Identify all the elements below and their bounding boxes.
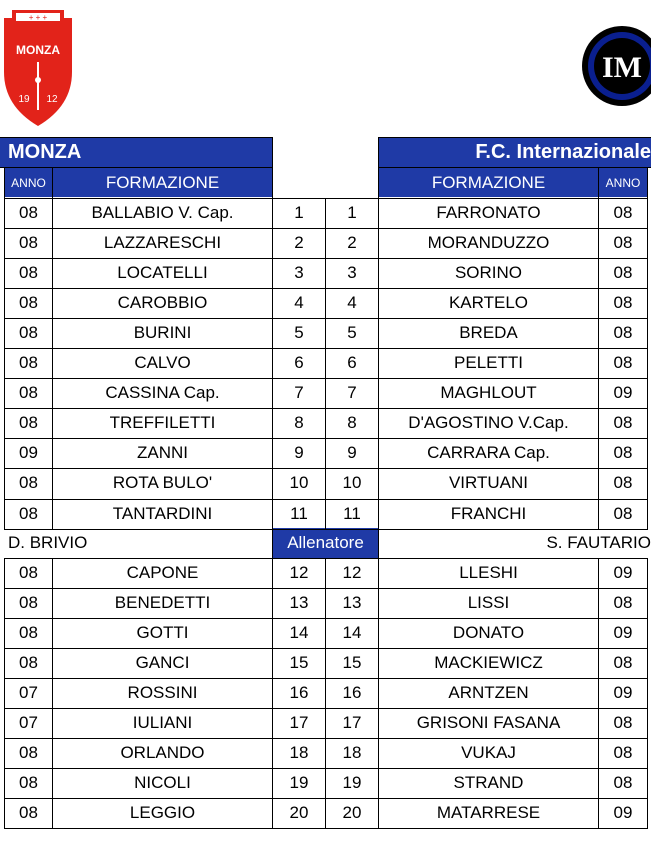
home-formazione-header: FORMAZIONE xyxy=(53,168,272,197)
home-player-name: CAROBBIO xyxy=(117,293,208,313)
home-player-name: TREFFILETTI xyxy=(109,413,216,433)
table-grid-line xyxy=(272,198,273,529)
away-player-anno: 09 xyxy=(613,563,633,583)
home-player-number: 1 xyxy=(294,203,304,223)
home-coach-name: D. BRIVIO xyxy=(8,533,88,552)
home-player-anno: 08 xyxy=(19,203,38,223)
home-player-name: NICOLI xyxy=(134,773,191,793)
home-player-number: 8 xyxy=(294,413,304,433)
away-player-name: D'AGOSTINO V.Cap. xyxy=(408,413,569,433)
table-grid-line xyxy=(4,678,648,679)
home-player-name: TANTARDINI xyxy=(112,503,213,523)
home-player-name: LAZZARESCHI xyxy=(103,233,222,253)
away-player-name: MACKIEWICZ xyxy=(434,653,543,673)
table-grid-line xyxy=(4,529,648,530)
away-formazione-header: FORMAZIONE xyxy=(379,168,598,197)
away-player-number: 16 xyxy=(342,683,362,703)
away-player-anno: 08 xyxy=(613,503,633,523)
home-player-number: 20 xyxy=(289,803,309,823)
table-grid-line xyxy=(4,228,648,229)
table-grid-line xyxy=(647,167,648,198)
away-player-anno: 08 xyxy=(613,713,633,733)
away-player-name: SORINO xyxy=(454,263,523,283)
table-grid-line xyxy=(378,528,379,558)
home-player-number: 12 xyxy=(289,563,309,583)
home-player-name: LEGGIO xyxy=(129,803,196,823)
away-player-anno: 08 xyxy=(613,473,633,493)
home-player-anno: 08 xyxy=(19,653,38,673)
away-player-number: 6 xyxy=(347,353,357,373)
home-player-name: ROTA BULO' xyxy=(112,473,213,493)
table-grid-line xyxy=(52,167,53,198)
home-player-number: 3 xyxy=(294,263,304,283)
table-grid-line xyxy=(647,198,648,529)
home-player-name: ROSSINI xyxy=(127,683,198,703)
away-player-number: 11 xyxy=(343,503,361,523)
table-grid-line xyxy=(4,768,648,769)
table-grid-line xyxy=(4,828,648,829)
away-player-number: 12 xyxy=(342,563,362,583)
table-grid-line xyxy=(598,198,599,529)
away-player-name: MAGHLOUT xyxy=(440,383,537,403)
away-player-anno: 08 xyxy=(613,773,633,793)
home-player-number: 18 xyxy=(289,743,309,763)
away-player-anno: 09 xyxy=(613,383,633,403)
table-grid-line xyxy=(4,588,648,589)
home-player-name: CAPONE xyxy=(126,563,199,583)
away-player-name: ARNTZEN xyxy=(448,683,529,703)
away-player-anno: 08 xyxy=(613,293,633,313)
table-grid-line xyxy=(4,408,648,409)
monza-logo-year-left: 19 xyxy=(18,94,30,105)
monza-crest-logo xyxy=(0,10,76,128)
away-player-name: MORANDUZZO xyxy=(427,233,550,253)
home-player-anno: 08 xyxy=(19,473,38,493)
away-coach-name: S. FAUTARIO xyxy=(546,533,651,552)
home-player-name: BENEDETTI xyxy=(114,593,211,613)
away-player-anno: 08 xyxy=(613,203,633,223)
table-grid-line xyxy=(325,198,326,529)
table-grid-line xyxy=(647,558,648,828)
table-grid-line xyxy=(272,528,273,558)
home-player-number: 7 xyxy=(294,383,304,403)
home-player-number: 6 xyxy=(294,353,304,373)
table-grid-line xyxy=(0,167,273,168)
home-player-anno: 07 xyxy=(19,713,38,733)
table-grid-line xyxy=(4,438,648,439)
allenatore-label: Allenatore xyxy=(273,528,378,558)
table-grid-line xyxy=(378,198,379,529)
away-player-anno: 08 xyxy=(613,413,633,433)
away-player-number: 10 xyxy=(342,473,362,493)
home-player-anno: 08 xyxy=(19,323,38,343)
home-player-anno: 08 xyxy=(19,263,38,283)
home-player-anno: 08 xyxy=(19,233,38,253)
table-grid-line xyxy=(4,198,5,529)
away-player-number: 14 xyxy=(342,623,362,643)
away-player-anno: 08 xyxy=(613,233,633,253)
monza-logo-year-right: 12 xyxy=(46,94,58,105)
table-grid-line xyxy=(4,558,648,559)
home-player-number: 15 xyxy=(289,653,309,673)
table-grid-line xyxy=(4,318,648,319)
table-grid-line xyxy=(52,198,53,529)
away-player-anno: 09 xyxy=(613,683,633,703)
home-player-anno: 09 xyxy=(19,443,38,463)
table-grid-line xyxy=(4,348,648,349)
away-player-anno: 09 xyxy=(613,803,633,823)
home-player-anno: 08 xyxy=(19,293,38,313)
away-player-anno: 08 xyxy=(613,443,633,463)
home-player-name: ZANNI xyxy=(137,443,188,463)
svg-text:+ + +: + + + xyxy=(28,13,48,22)
away-player-number: 19 xyxy=(342,773,362,793)
home-player-number: 5 xyxy=(294,323,304,343)
home-team-header: MONZA xyxy=(0,137,273,167)
inter-crest-logo xyxy=(580,22,651,110)
home-player-name: GOTTI xyxy=(136,623,189,643)
home-player-number: 16 xyxy=(289,683,309,703)
table-grid-line xyxy=(272,558,273,828)
away-player-name: LISSI xyxy=(467,593,510,613)
table-grid-line xyxy=(598,167,599,198)
home-player-number: 11 xyxy=(290,503,308,523)
home-player-number: 2 xyxy=(294,233,304,253)
home-player-number: 17 xyxy=(289,713,309,733)
table-grid-line xyxy=(378,167,651,168)
away-player-number: 18 xyxy=(342,743,362,763)
away-player-name: GRISONI FASANA xyxy=(416,713,561,733)
home-player-anno: 08 xyxy=(19,503,38,523)
home-player-number: 10 xyxy=(289,473,309,493)
home-player-number: 13 xyxy=(289,593,309,613)
home-player-number: 14 xyxy=(289,623,309,643)
away-player-number: 5 xyxy=(347,323,357,343)
table-grid-line xyxy=(378,558,379,828)
home-player-anno: 08 xyxy=(19,593,38,613)
home-player-number: 4 xyxy=(294,293,304,313)
table-grid-line xyxy=(378,137,651,138)
home-player-name: BALLABIO V. Cap. xyxy=(91,203,234,223)
home-player-anno: 08 xyxy=(19,773,38,793)
inter-logo-text: IM xyxy=(602,51,642,84)
away-player-name: FARRONATO xyxy=(436,203,541,223)
home-player-name: BURINI xyxy=(133,323,192,343)
away-player-name: PELETTI xyxy=(454,353,523,373)
table-grid-line xyxy=(52,558,53,828)
away-player-name: VUKAJ xyxy=(461,743,516,763)
away-player-number: 9 xyxy=(347,443,357,463)
home-player-anno: 07 xyxy=(19,683,38,703)
table-grid-line xyxy=(325,558,326,828)
away-player-name: FRANCHI xyxy=(450,503,527,523)
away-player-anno: 08 xyxy=(613,353,633,373)
away-player-number: 20 xyxy=(342,803,362,823)
away-player-anno: 09 xyxy=(613,623,633,643)
home-player-anno: 08 xyxy=(19,353,38,373)
away-player-anno: 08 xyxy=(613,263,633,283)
away-player-anno: 08 xyxy=(613,653,633,673)
home-player-number: 19 xyxy=(289,773,309,793)
away-player-name: STRAND xyxy=(453,773,524,793)
table-grid-line xyxy=(4,738,648,739)
away-player-name: KARTELO xyxy=(448,293,529,313)
home-player-name: CASSINA Cap. xyxy=(105,383,220,403)
away-player-name: LLESHI xyxy=(459,563,518,583)
table-grid-line xyxy=(4,288,648,289)
home-player-number: 9 xyxy=(294,443,304,463)
table-grid-line xyxy=(4,167,5,198)
home-player-anno: 08 xyxy=(19,803,38,823)
away-player-anno: 08 xyxy=(613,743,633,763)
table-grid-line xyxy=(598,558,599,828)
away-player-number: 2 xyxy=(347,233,357,253)
away-player-number: 3 xyxy=(347,263,357,283)
away-player-number: 1 xyxy=(347,203,357,223)
home-player-name: ORLANDO xyxy=(120,743,205,763)
home-player-anno: 08 xyxy=(19,413,38,433)
table-grid-line xyxy=(4,558,5,828)
table-grid-line xyxy=(4,798,648,799)
table-grid-line xyxy=(4,648,648,649)
home-player-name: GANCI xyxy=(135,653,190,673)
away-player-number: 13 xyxy=(342,593,362,613)
table-grid-line xyxy=(4,468,648,469)
home-player-name: CALVO xyxy=(134,353,191,373)
away-anno-header: ANNO xyxy=(599,168,647,197)
table-grid-line xyxy=(4,618,648,619)
home-player-anno: 08 xyxy=(19,383,38,403)
table-grid-line xyxy=(4,708,648,709)
away-player-number: 17 xyxy=(342,713,362,733)
table-grid-line xyxy=(4,198,648,199)
away-player-name: VIRTUANI xyxy=(448,473,529,493)
home-player-name: IULIANI xyxy=(132,713,193,733)
home-anno-header: ANNO xyxy=(5,168,52,197)
away-player-name: BREDA xyxy=(459,323,518,343)
table-grid-line xyxy=(4,258,648,259)
away-player-anno: 08 xyxy=(613,323,633,343)
away-player-number: 4 xyxy=(347,293,357,313)
monza-logo-text: MONZA xyxy=(16,43,60,57)
away-player-number: 7 xyxy=(347,383,357,403)
away-team-header: F.C. Internazionale xyxy=(379,137,651,167)
away-player-name: CARRARA Cap. xyxy=(427,443,550,463)
table-grid-line xyxy=(0,137,273,138)
away-player-number: 8 xyxy=(347,413,357,433)
home-player-anno: 08 xyxy=(19,563,38,583)
home-player-name: LOCATELLI xyxy=(117,263,208,283)
home-player-anno: 08 xyxy=(19,743,38,763)
away-player-name: MATARRESE xyxy=(436,803,541,823)
home-player-anno: 08 xyxy=(19,623,38,643)
table-grid-line xyxy=(4,378,648,379)
table-grid-line xyxy=(4,499,648,500)
away-player-number: 15 xyxy=(342,653,362,673)
away-player-anno: 08 xyxy=(613,593,633,613)
away-player-name: DONATO xyxy=(452,623,525,643)
